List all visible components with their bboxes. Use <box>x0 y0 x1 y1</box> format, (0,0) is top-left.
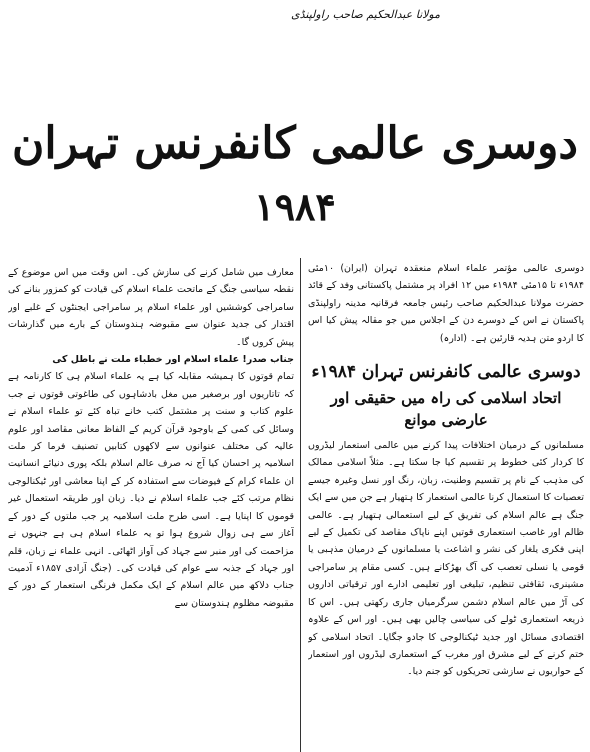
right-column <box>308 260 584 752</box>
intro-paragraph: دوسری عالمی مؤتمر علماء اسلام منعقدہ تہران (ایران) ۱۰مئی ۱۹۸۴ء تا ۱۵مئی ۱۹۸۴ء میں ۱۲ افراد پر مشتمل پاکستانی وفد کے قائد حضرت مولانا عبدالحکیم صاحب رئیس جامعہ فرقانیہ مدینہ راولپنڈی پاکستان نے اس کے دوسرے دن کے اجلاس میں جو مقالہ پیش کیا اس کا اردو متن ہدیہ قارئین ہے۔ (ادارہ) <box>308 263 584 344</box>
body-paragraph: مسلمانوں کے درمیان اختلافات پیدا کرنے میں عالمی استعمار لیڈروں کا کردار کئی خطوط پر تقسیم کیا جا سکتا ہے۔ مثلاً اسلامی ممالک کی مذہب کے نام پر تقسیم وطنیت، زبان، رنگ اور نسل وغیرہ جیسے تعصبات کا استعمال کرنا عالمی استعمار کا ہتھیار ہے جن میں سے ایک جنگ ہے عالم اسلام کی تفریق کے لیے استعمالی ہتھیار ہے۔ عالمی ظالم اور غاصب استعماری قوتیں اپنے ناپاک مقاصد کی تکمیل کے لیے اپنی فکری یلغار کی نشر و اشاعت یا مسلمانوں کے درمیان مذہبی یا قومی یا نسلی تعصب کی آگ بھڑکانے ہیں۔ کسی مقام پر سامراجی مشینری، ثقافتی تنظیم، تبلیغی اور تعلیمی ادارے اور ترقیاتی اداروں کی آڑ میں عالم اسلام دشمن سرگرمیاں جاری رکھتی ہیں۔ اس کا ذریعہ استعماری ٹولے کی سیاسی چالیں بھی ہیں۔ اور اس کے علاوہ اقتصادی مسائل اور جدید ٹیکنالوجی کا جادو جگایا۔ اتحاد اسلامی کو ختم کرنے کے لیے مشرق اور مغرب کے استعماری لیڈروں اور استعمار کے حواریوں نے سازشی تحریکوں کو جنم دیا۔ <box>308 440 584 678</box>
left-paragraph-2: تمام قوتوں کا ہمیشہ مقابلہ کیا ہے یہ علماء اسلام ہی کا کارنامہ ہے کہ تاتاریوں اور برصغیر میں مغل بادشاہوں کی طاغوتی قوتوں نے جب علوم کتاب و سنت پر مشتمل کتب خانے تباہ کئے تو علماء اسلام نے وسائل کی کمی کے باوجود قرآن کریم کے الفاظ معانی مقاصد اور علوم عالیہ کی مختلف عنوانوں سے لاکھوں کتابیں تصنیف فرما کر ملت اسلامیہ پر احسان کیا آج نہ صرف عالم اسلام بلکہ پوری دنیائے انسانیت ان علماء کرام کے فیوضات سے استفادہ کر کے اپنا معاشی اور ٹیکنالوجی نظام مرتب کئے جب علماء اسلام نے دیا۔ زبان اور طریقہ استعمال غیر قوموں کا اپنایا ہے۔ اسی طرح ملت اسلامیہ پر جب ملتوں کے دور کے آغاز سے ہی زوال شروع ہوا تو یہ علماء اسلام ہی ہے جنہوں نے مزاحمت کی اور منبر سے جہاد کی آواز اٹھائی۔ انہی علماء نے زبان، قلم اور جہاد کے جذبہ سے عوام کی قیادت کی۔ (جنگ آزادی ۱۸۵۷ء آدمیت جناب دلاکھ میں عالم اسلام کے ایک مکمل فرنگی استعمار کے دور کے مقبوضہ مظلوم ہندوستان سے <box>8 371 294 609</box>
left-column <box>8 264 294 752</box>
author-byline: مولانا عبدالحکیم صاحب راولپنڈی <box>291 8 440 21</box>
left-paragraph-lead: جناب صدر! علماء اسلام اور خطباء ملت نے باطل کی <box>52 354 294 366</box>
left-paragraph-1: معارف میں شامل کرنے کی سازش کی۔ اس وقت میں اس موضوع کے نقطہ سیاسی جنگ کے ماتحت علماء اسلام کی قیادت کو کمزور بنانے کی سامراجی کوششیں اور علماء اسلام پر سامراجی ایجنٹوں کے غلبے اور اقتدار کی جدید عنوان سے مقبوضہ ہندوستان کے بارے میں گذارشات پیش کروں گا۔ <box>8 267 294 348</box>
subheading-topic: اتحاد اسلامی کی راہ میں حقیقی اور عارضی موانع <box>330 389 562 430</box>
column-divider <box>300 258 301 752</box>
subheading-conference: دوسری عالمی کانفرنس تہران ۱۹۸۴ء <box>311 362 581 383</box>
page-title: دوسری عالمی کانفرنس تہران <box>12 118 578 169</box>
year-heading: ۱۹۸۴ <box>254 184 336 229</box>
